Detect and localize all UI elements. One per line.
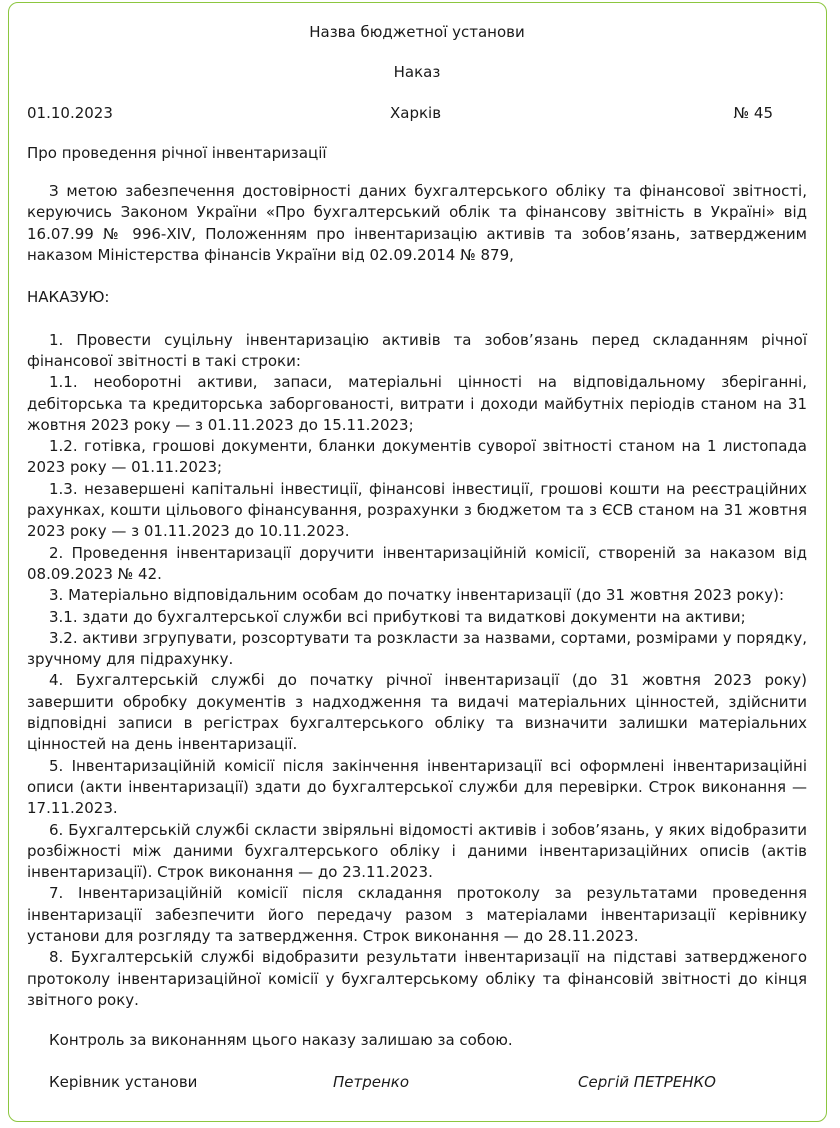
order-item: 3.2. активи згрупувати, розсортувати та розкласти за назвами, сортами, розмірами у порядку, зручному для підрахунку.	[27, 628, 807, 669]
organization-name: Назва бюджетної установи	[309, 23, 525, 41]
preamble: З метою забезпечення достовірності даних бухгалтерського обліку та фінансової звітності, керуючись Законом України «Про бухгалтерський облік та фінансову звітність в Україні» від 16.07.99 № 996-XIV, Положенням про інвентаризацію активів та зобов’язань, затвердженим наказом Міністерства фінансів України від 02.09.2014 № 879,	[27, 182, 807, 265]
order-items	[27, 330, 807, 1012]
order-item: 7. Інвентаризаційній комісії після складання протоколу за результатами проведення інвентаризації забезпечити його передачу разом з матеріалами інвентаризації керівнику установи для розгляду та затвердження. Строк виконання — до 28.11.2023.	[27, 884, 807, 945]
signer-name: Сергій ПЕТРЕНКО	[578, 1073, 716, 1092]
order-item: 3.1. здати до бухгалтерської служби всі прибуткові та видаткові документи на активи;	[49, 607, 746, 626]
order-item: 8. Бухгалтерській службі відобразити результати інвентаризації на підставі затвердженого протоколу інвентаризаційної комісії у бухгалтерському обліку та фінансовій звітності до кінця звітного року.	[27, 948, 807, 1009]
order-item: 2. Проведення інвентаризації доручити інвентаризаційній комісії, створеній за наказом від 08.09.2023 № 42.	[27, 543, 807, 583]
document-date: 01.10.2023	[27, 103, 113, 122]
order-item: 1. Провести суцільну інвентаризацію активів та зобов’язань перед складанням річної фінансової звітності в такі строки:	[27, 330, 807, 370]
signer-signature: Петренко	[333, 1073, 410, 1092]
signature-block	[27, 1072, 807, 1094]
order-item: 6. Бухгалтерській службі скласти звіряльні відомості активів і зобов’язань, у яких відобразити розбіжності між даними бухгалтерського обліку і даними інвентаризаційних описів (актів інвентаризації). Строк виконання — до 23.11.2023.	[27, 820, 807, 882]
order-word: НАКАЗУЮ:	[27, 288, 110, 307]
control-clause: Контроль за виконанням цього наказу залишаю за собою.	[49, 1031, 513, 1050]
document-subject: Про проведення річної інвентаризації	[27, 143, 327, 162]
order-item: 3. Матеріально відповідальним особам до початку інвентаризації (до 31 жовтня 2023 року):	[49, 586, 785, 605]
document-meta	[27, 103, 807, 124]
document-number: № 45	[733, 103, 773, 122]
order-item: 4. Бухгалтерській службі до початку річної інвентаризації (до 31 жовтня 2023 року) завершити обробку документів з надходження та видачі матеріальних цінностей, здійснити відповідні записи в регістрах бухгалтерського обліку та визначити залишки матеріальних цінностей на день інвентаризації.	[27, 671, 807, 754]
signer-title: Керівник установи	[49, 1073, 198, 1092]
document-city: Харків	[390, 103, 442, 122]
order-item: 1.3. незавершені капітальні інвестиції, фінансові інвестиції, грошові кошти на реєстраційних рахунках, кошти цільового фінансування, розрахунки з бюджетом та з ЄСВ станом на 31 жовтня 2023 року — з 01.11.2023 до 10.11.2023.	[27, 479, 807, 541]
document-type: Наказ	[393, 63, 441, 82]
order-item: 1.2. готівка, грошові документи, бланки документів суворої звітності станом на 1 листопада 2023 року — 01.11.2023;	[27, 437, 807, 477]
order-document	[27, 22, 807, 1094]
order-item: 1.1. необоротні активи, запаси, матеріальні цінності на відповідальному зберіганні, дебіторська та кредиторська заборгованості, витрати і доходи майбутніх періодів станом на 31 жовтня 2023 року — з 01.11.2023 до 15.11.2023;	[27, 373, 807, 434]
order-item: 5. Інвентаризаційній комісії після закінчення інвентаризації всі оформлені інвентаризаційні описи (акти інвентаризації) здати до бухгалтерської служби для перевірки. Строк виконання — 17.11.2023.	[27, 756, 807, 818]
